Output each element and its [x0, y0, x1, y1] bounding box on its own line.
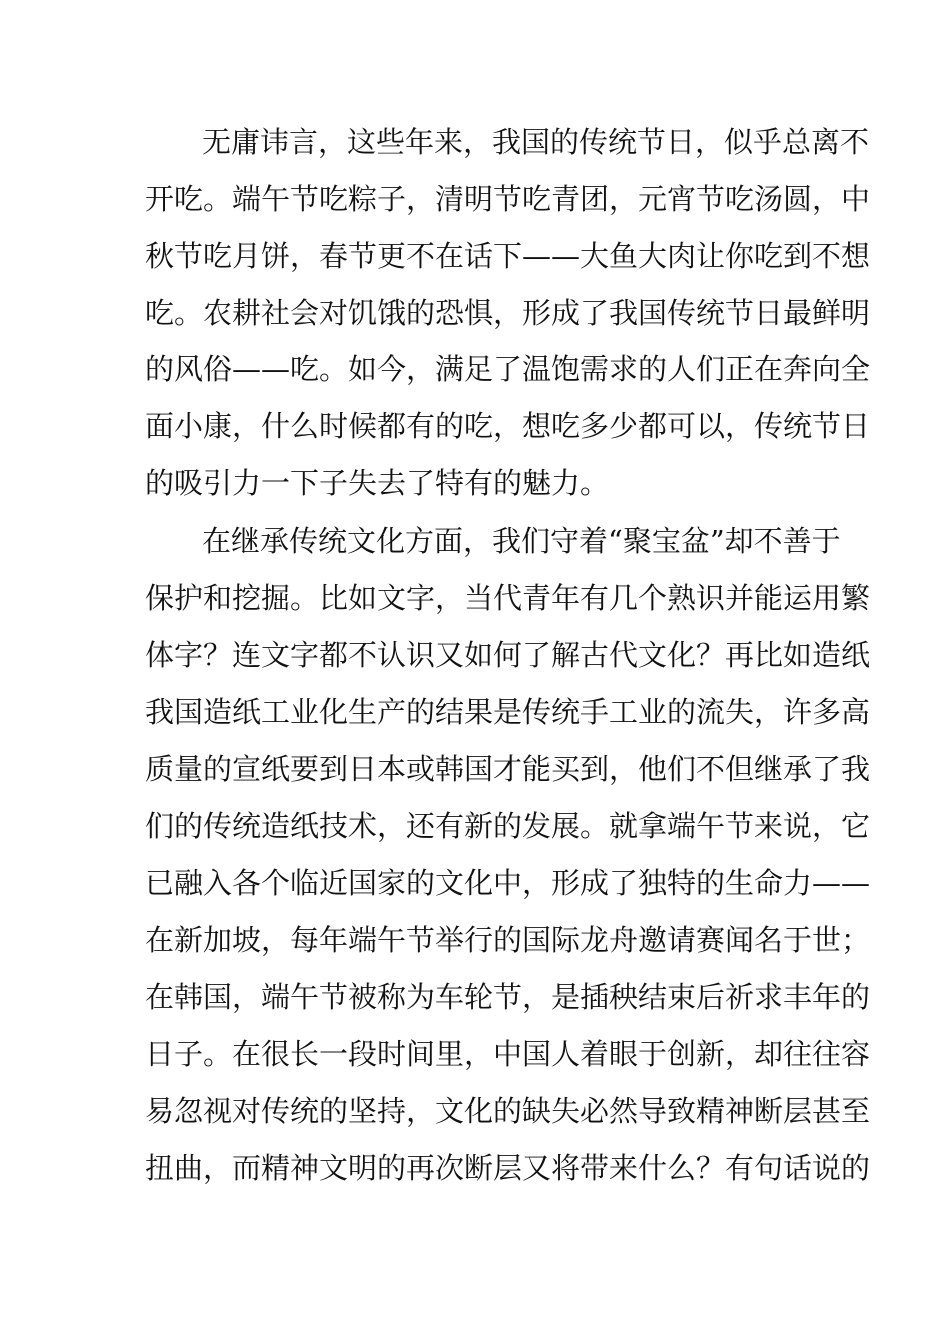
paragraph-2-line-9: 在韩国，端午节被称为车轮节，是插秧结束后祈求丰年的	[145, 980, 871, 1014]
paragraph-1-line-2: 开吃。端午节吃粽子，清明节吃青团，元宵节吃汤圆，中	[145, 182, 871, 216]
paragraph-2-line-8: 在新加坡，每年端午节举行的国际龙舟邀请赛闻名于世；	[145, 923, 871, 957]
paragraph-1-line-4: 吃。农耕社会对饥饿的恐惧，形成了我国传统节日最鲜明	[145, 296, 871, 330]
paragraph-2-line-4: 我国造纸工业化生产的结果是传统手工业的流失，许多高	[145, 695, 871, 729]
paragraph-2-line-11: 易忽视对传统的坚持，文化的缺失必然导致精神断层甚至	[145, 1094, 871, 1128]
paragraph-1-line-7: 的吸引力一下子失去了特有的魅力。	[145, 466, 610, 500]
paragraph-1-line-3: 秋节吃月饼，春节更不在话下——大鱼大肉让你吃到不想	[145, 239, 871, 273]
paragraph-2-line-6: 们的传统造纸技术，还有新的发展。就拿端午节来说，它	[145, 809, 871, 843]
paragraph-1-line-6: 面小康，什么时候都有的吃，想吃多少都可以，传统节日	[145, 409, 871, 443]
paragraph-2-line-10: 日子。在很长一段时间里，中国人着眼于创新，却往往容	[145, 1037, 871, 1071]
paragraph-1-line-1: 无庸讳言，这些年来，我国的传统节日，似乎总离不	[202, 125, 870, 159]
paragraph-2-line-5: 质量的宣纸要到日本或韩国才能买到，他们不但继承了我	[145, 752, 871, 786]
paragraph-2-line-3: 体字？连文字都不认识又如何了解古代文化？再比如造纸	[145, 638, 871, 672]
paragraph-2-line-7: 已融入各个临近国家的文化中，形成了独特的生命力——	[145, 866, 871, 900]
paragraph-2-line-1: 在继承传统文化方面，我们守着“聚宝盆”却不善于	[202, 524, 841, 558]
paragraph-2-line-12: 扭曲，而精神文明的再次断层又将带来什么？有句话说的	[145, 1151, 871, 1185]
paragraph-1-line-5: 的风俗——吃。如今，满足了温饱需求的人们正在奔向全	[145, 352, 871, 386]
paragraph-2-line-2: 保护和挖掘。比如文字，当代青年有几个熟识并能运用繁	[145, 581, 871, 615]
